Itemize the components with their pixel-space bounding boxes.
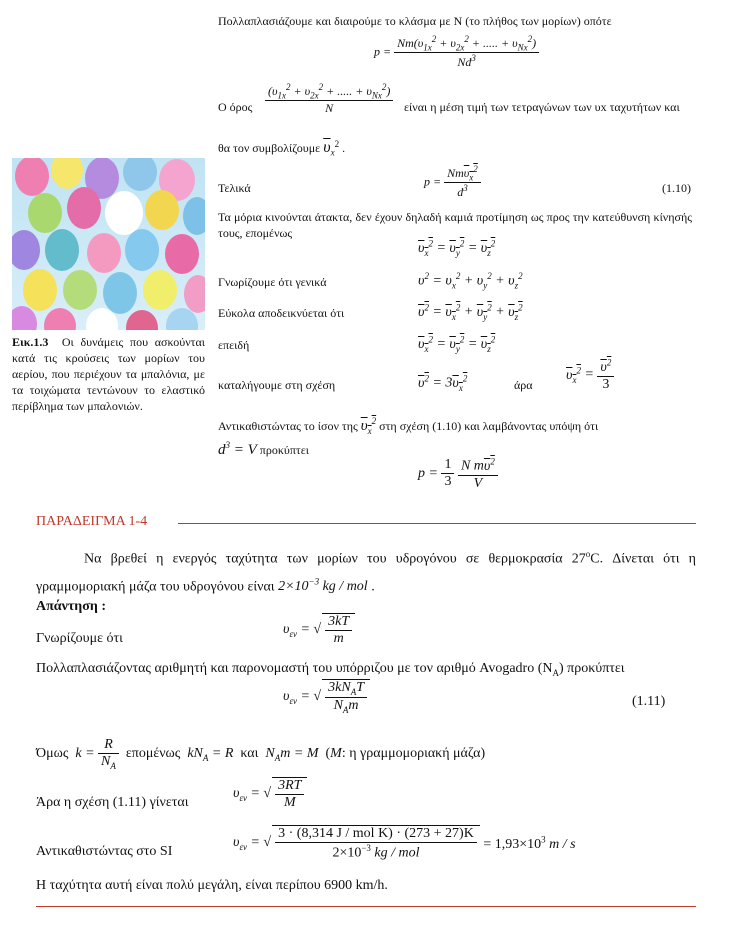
si-text: Αντικαθιστώντας στο SI — [36, 844, 173, 859]
term-text: είναι η μέση τιμή των τετραγώνων των υx ταχυτήτων και — [404, 100, 680, 114]
formula-term: $\frac{(\upsilon_{1x}^2 + \upsilon_{2x}^2 + ..... + \upsilon_{Nx}^2)}{N}$ — [265, 82, 393, 116]
answer-label: Απάντηση : — [36, 599, 106, 614]
term-prefix: Ο όρος — [218, 100, 253, 114]
example-title: ΠΑΡΑΔΕΙΓΜΑ 1-4 — [36, 514, 148, 529]
formula-final: p = $\frac{Nm\upsilon_x^2}{d^3}$ — [424, 164, 481, 200]
balloons-illustration — [12, 158, 205, 330]
intro-text: Πολλαπλασιάζουμε και διαιρούμε το κλάσμα με Ν (το πλήθος των μορίων) οπότε — [218, 14, 612, 28]
finally-text: Τελικά — [218, 181, 251, 195]
general-text: Γνωρίζουμε ότι γενικά — [218, 275, 327, 289]
but-line: Όμως k = $\frac{R}{N_A}$ επομένως $kN_A = R$ και $N_Am = M$ (M: η γραμμομοριακή μάζα) — [36, 737, 486, 771]
symbolize-text: θα τον συμβολίζουμε $\overline{\upsilon}_x^2$ . — [218, 139, 346, 158]
volume-text: $d^3 = V$ προκύπτει — [218, 440, 309, 458]
formula-pressure: p = $\frac{1}{3}$ $\frac{N m\upsilon^2}{V}$ — [418, 456, 498, 492]
title-rule — [178, 523, 696, 524]
speed-text: Η ταχύτητα αυτή είναι πολύ μεγάλη, είναι περίπου 6900 km/h. — [36, 878, 388, 893]
formula-proven: $\upsilon^2 = \upsilon_x^2 + \upsilon_y^2 + \upsilon_z^2$ — [418, 302, 523, 322]
conclude-text: καταλήγουμε στη σχέση — [218, 378, 336, 392]
formula-p-nm: p = $\frac{Nm(\upsilon_{1x}^2 + \upsilon_{2x}^2 + ..... + \upsilon_{Nx}^2)}{Nd^3}$ — [374, 34, 539, 70]
eq-number-110: (1.10) — [662, 181, 691, 195]
formula-vrms-avogadro: $\upsilon_{\varepsilon\nu}$ = √ $\frac{3kN_AT}{N_Am}$ — [283, 679, 370, 715]
multiply-text: Πολλαπλασιάζοντας αριθμητή και παρονομαστή του υπόρριζου με τον αριθμό Avogadro $(N_A)$ προκύπτει — [36, 661, 625, 678]
proven-text: Εύκολα αποδεικνύεται ότι — [218, 306, 345, 320]
figure-caption: Εικ.1.3 Οι δυνάμεις που ασκούνται κατά τις κρούσεις των μορίων του αερίου, που περιέχουν τα μπαλόνια, με τα τοιχώματα τεντώνουν το ελαστικό περίβλημα των μπαλονιών. — [12, 335, 205, 413]
formula-equal-components: $\upsilon_x^2 = \upsilon_y^2 = \upsilon_z^2$ — [418, 238, 496, 258]
formula-since: $\upsilon_x^2 = \upsilon_y^2 = \upsilon_z^2$ — [418, 334, 496, 354]
bottom-rule — [36, 906, 696, 907]
relation-text: Άρα η σχέση (1.11) γίνεται — [36, 795, 189, 810]
random-text: Τα μόρια κινούνται άτακτα, δεν έχουν δηλαδή καμιά προτίμηση ως προς την κατεύθυνση κίνησής τους, επομένως — [218, 210, 692, 240]
formula-numeric: $\upsilon_{\varepsilon\nu}$ = √ $\frac{\text{3 · (8,314 J / mol K) · (273 + 27)K}}{2\times 10^{-3} kg / mol}$ = $1,93\times 10^3$ m / s — [233, 826, 576, 861]
hence-text: άρα — [514, 378, 533, 392]
formula-hence: $\upsilon_x^2$ = $\frac{\upsilon^2}{3}$ — [566, 357, 614, 393]
balloons-image — [12, 158, 205, 330]
formula-vrms: $\upsilon_{\varepsilon\nu}$ = √ $\frac{3kT}{m}$ — [283, 613, 355, 647]
problem-text: Να βρεθεί η ενεργός ταχύτητα των μορίων του υδρογόνου σε θερμοκρασία 27$^o$C. Δίνεται ότι η γραμμομοριακή μάζα του υδρογόνου είναι $2\times 10^{-3}$ kg / mol . — [36, 549, 696, 595]
know-text: Γνωρίζουμε ότι — [36, 631, 123, 646]
eq-number-111: (1.11) — [632, 694, 666, 709]
substitute-text: Αντικαθιστώντας το ίσον της $\upsilon_x^2$ στη σχέση (1.10) και λαμβάνοντας υπόψη ότι — [218, 416, 599, 436]
formula-conclude: $\upsilon^2 = 3\upsilon_x^2$ — [418, 373, 468, 393]
since-text: επειδή — [218, 338, 250, 352]
formula-general: $\upsilon^2 = \upsilon_x^2 + \upsilon_y^2 + \upsilon_z^2$ — [418, 271, 523, 291]
formula-vrms-rtm: $\upsilon_{\varepsilon\nu}$ = √ $\frac{3RT}{M}$ — [233, 777, 307, 811]
